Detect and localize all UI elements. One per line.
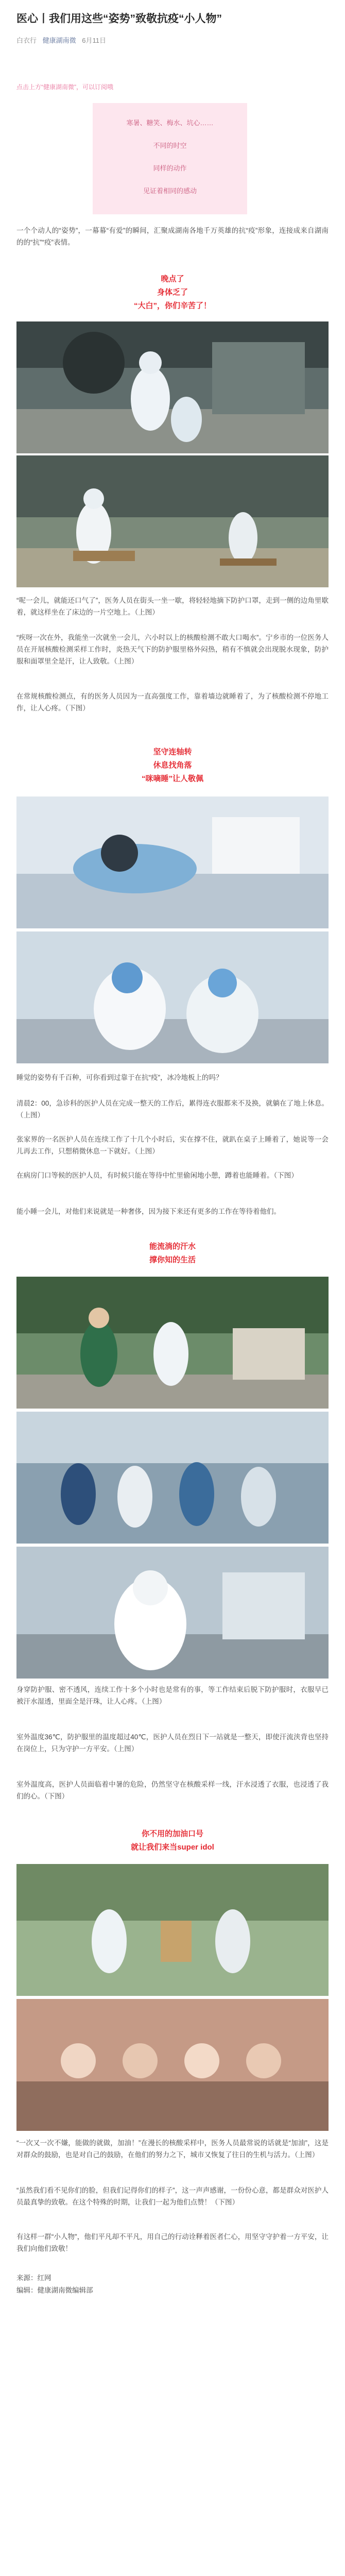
section-heading: 晚点了	[161, 275, 184, 283]
body-paragraph: 在常规核酸检测点，有的医务人员因为一直高强度工作，靠着墙边就睡着了，为了核酸检测不停地工作，让人心疼。（下图）	[16, 692, 329, 712]
body-paragraph: 睡觉的姿势有千百种，可你看到过靠于在抗“疫”，冰冷地板上的吗？	[16, 1074, 223, 1081]
body-paragraph: 张家界的一名医护人员在连续工作了十几个小时后，实在撑不住，就趴在桌子上睡着了，她说等一会儿再去工作，只想稍微休息一下就好。（上图）	[16, 1136, 329, 1155]
publish-date: 6月11日	[82, 37, 107, 44]
body-paragraph: “虽然我们看不见你们的脸，但我们记得你们的样子”，这一声声感谢，一份份心意，都是群众对医护人员最真挚的致敬。在这个特殊的时期，让我们一起为他们点赞！（下图）	[16, 2187, 329, 2206]
poem-line: 见证着相同的感动	[143, 187, 197, 195]
poem-box	[93, 103, 247, 214]
body-paragraph: “疾呀一次在外，我能坐一次就坐一会儿，六小时以上的核酸检测不敢大口喝水”。宁乡市的一位医务人员在开展核酸检测采样工作时，炎热天气下的防护服里格外闷热，稍有不慎就会出现脱水现象，防护服和面罩里全是汗，让人致敬。（上图）	[16, 634, 329, 665]
section-heading: 身体乏了	[157, 288, 188, 297]
body-paragraph: 有这样一群“小人物”，他们平凡却不平凡，用自己的行动诠释着医者仁心，用坚守守护着一方平安，让我们向他们致敬！	[16, 2233, 329, 2252]
poem-line: 不同的时空	[153, 142, 187, 149]
body-paragraph: “呢一会儿，就能还口气了”，医务人员在街头一坐一歇，将轻轻地摘下防护口罩，走到一侧的边角里歇着，就这样坐在了床边的一片空地上。（上图）	[16, 597, 329, 616]
photo-rest-on-chair	[16, 455, 329, 587]
intro-paragraph: 一个个动人的“姿势”，一幕幕“有爱”的瞬间，汇聚成湖南各地千万英雄的抗“疫”形象，连接成来自湖南的的“抗”“疫”表情。	[16, 227, 329, 246]
body-paragraph: 清晨2：00，急诊科的医护人员在完成一整天的工作后，累得连衣服都来不及换，就躺在了地上休息。（上图）	[16, 1099, 329, 1119]
photo-rest-on-ground	[16, 321, 329, 453]
section-heading: “咪嘀睡”让人敬佩	[141, 774, 203, 783]
article-title: 医心丨我们用这些“姿势”致敬抗疫“小人物”	[16, 13, 222, 25]
photo-nap-at-desk	[16, 796, 329, 928]
section-heading: 就让我们来当super idol	[131, 1843, 214, 1852]
photo-sweat-outdoor	[16, 1277, 329, 1409]
body-paragraph: “一次又一次不嫌，能做的就做，加油！”在漫长的核酸采样中，医务人员最常说的话就是“加油”，这是对群众的鼓励，也是对自己的鼓励，在他们的努力之下，城市又恢复了往日的生机与活力。（上图）	[16, 2139, 329, 2159]
section-heading: 休息找角落	[153, 761, 192, 770]
poem-line: 同样的动作	[153, 164, 187, 172]
section-heading: 坚守连轴转	[153, 748, 192, 756]
body-paragraph: 能小睡一会儿，对他们来说就是一种奢侈，因为接下来还有更多的工作在等待着他们。	[16, 1208, 281, 1215]
photo-sweat-close-up	[16, 1547, 329, 1679]
body-paragraph: 身穿防护服、密不透风，连续工作十多个小时也是常有的事，等工作结束后脱下防护服时，衣服早已被汗水湿透，里面全是汗珠，让人心疼。（上图）	[16, 1686, 329, 1705]
section-heading: 你不用的加油口号	[141, 1829, 203, 1838]
section-heading: 撑你知的生活	[149, 1256, 196, 1264]
article-tag: 白衣行	[16, 37, 37, 44]
poem-line: 寒暑、糖笑、梅水、坑心……	[126, 119, 214, 127]
section-heading: 能流淌的汗水	[149, 1242, 196, 1251]
body-paragraph: 室外温度高，医护人员面临着中暑的危险，仍然坚守在核酸采样一线，汗水浸透了衣服，也浸透了我们的心。（下图）	[16, 1781, 329, 1800]
section-heading: “大白”，你们辛苦了！	[133, 301, 211, 310]
account-link[interactable]: 健康湖南微	[42, 37, 76, 44]
source-credit: 来源：红网	[16, 2274, 51, 2282]
photo-nap-on-floor	[16, 931, 329, 1063]
photo-cheer-up	[16, 1864, 329, 1996]
subscribe-tip[interactable]: 点击上方“健康湖南微”，可以订阅哦	[16, 83, 113, 91]
body-paragraph: 在病房门口等候的医护人员，有时候只能在等待中忙里偷闲地小憩，蹲着也能睡着。（下图）	[16, 1172, 298, 1179]
body-paragraph: 室外温度36℃，防护服里的温度超过40℃，医护人员在烈日下一站就是一整天，即使汗流浃背也坚持在岗位上，只为守护一方平安。（上图）	[16, 1733, 329, 1753]
photo-sweat-queue	[16, 1412, 329, 1544]
editor-credit: 编辑：健康湖南微编辑部	[16, 2286, 93, 2294]
photo-crowd-thanks	[16, 1999, 329, 2131]
article-meta	[16, 35, 106, 45]
